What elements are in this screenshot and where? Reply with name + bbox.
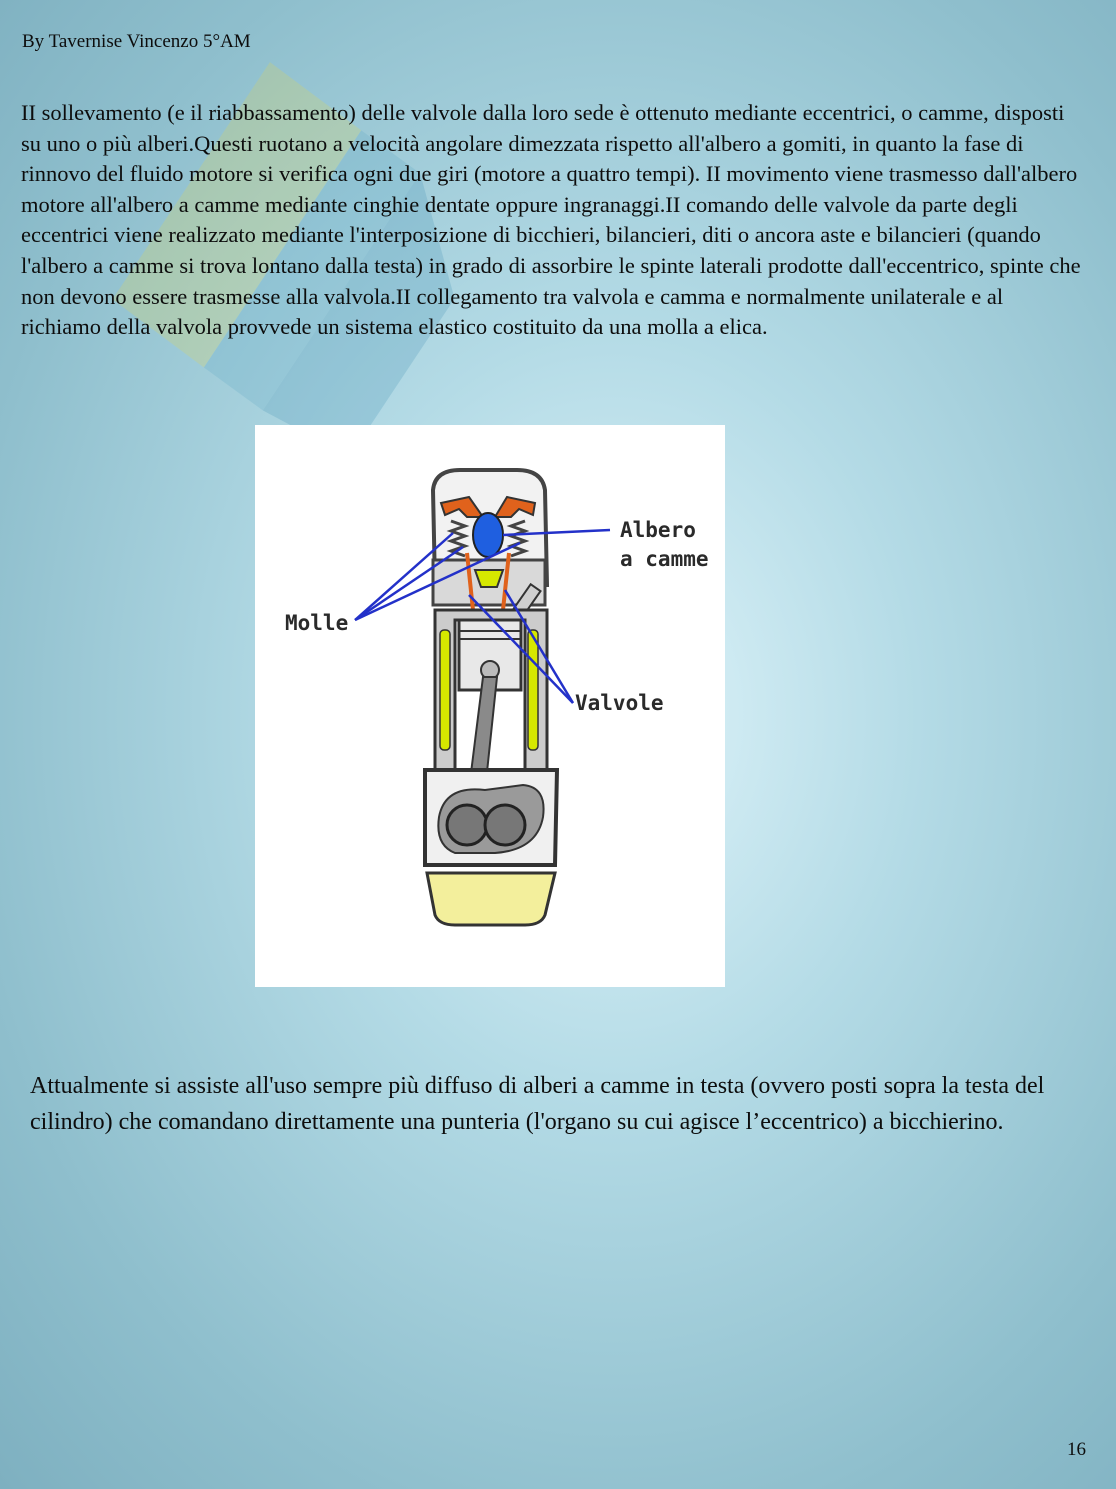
label-valvole: Valvole: [575, 691, 664, 715]
combustion-chamber: [475, 570, 503, 587]
engine-valvetrain-figure: [255, 425, 725, 987]
coolant-right: [528, 630, 538, 750]
label-a-camme: a camme: [620, 547, 709, 571]
page-number: 16: [1067, 1439, 1086, 1460]
camshaft-icon: [473, 513, 503, 557]
oil-sump: [427, 873, 555, 925]
label-molle: Molle: [285, 611, 349, 635]
paragraph-valve-lifting: II sollevamento (e il riabbassamento) delle valvole dalla loro sede è ottenuto mediante eccentrici, o camme, disposti su uno o più alberi.Questi ruotano a velocità angolare dimezzata rispetto all'albero a gomiti, in quanto la fase di rinnovo del fluido motore si verifica ogni due giri (motore a quattro tempi). II movimento viene trasmesso dall'albero motore all'albero a camme mediante cinghie dentate oppure ingranaggi.II comando delle valvole da parte degli eccentrici viene realizzato mediante l'interposizione di bicchieri, bilancieri, diti o ancora aste e bilancieri (quando l'albero a camme si trova lontano dalla testa) in grado di assorbire le spinte laterali prodotte dall'eccentrico, spinte che non devono essere trasmesse alla valvola.II collegamento tra valvola e camma e normalmente unilaterale e al richiamo della valvola provvede un sistema elastico costituito da una molla a elica.: [21, 100, 1081, 340]
author-line: By Tavernise Vincenzo 5°AM: [22, 31, 251, 52]
coolant-left: [440, 630, 450, 750]
label-albero: Albero: [620, 518, 696, 542]
paragraph-overhead-cam: Attualmente si assiste all'uso sempre più diffuso di alberi a camme in testa (ovvero posti sopra la testa del cilindro) che comandano direttamente una punteria (l'organo su cui agisce l’eccentrico) a bicchierino.: [30, 1073, 1045, 1135]
